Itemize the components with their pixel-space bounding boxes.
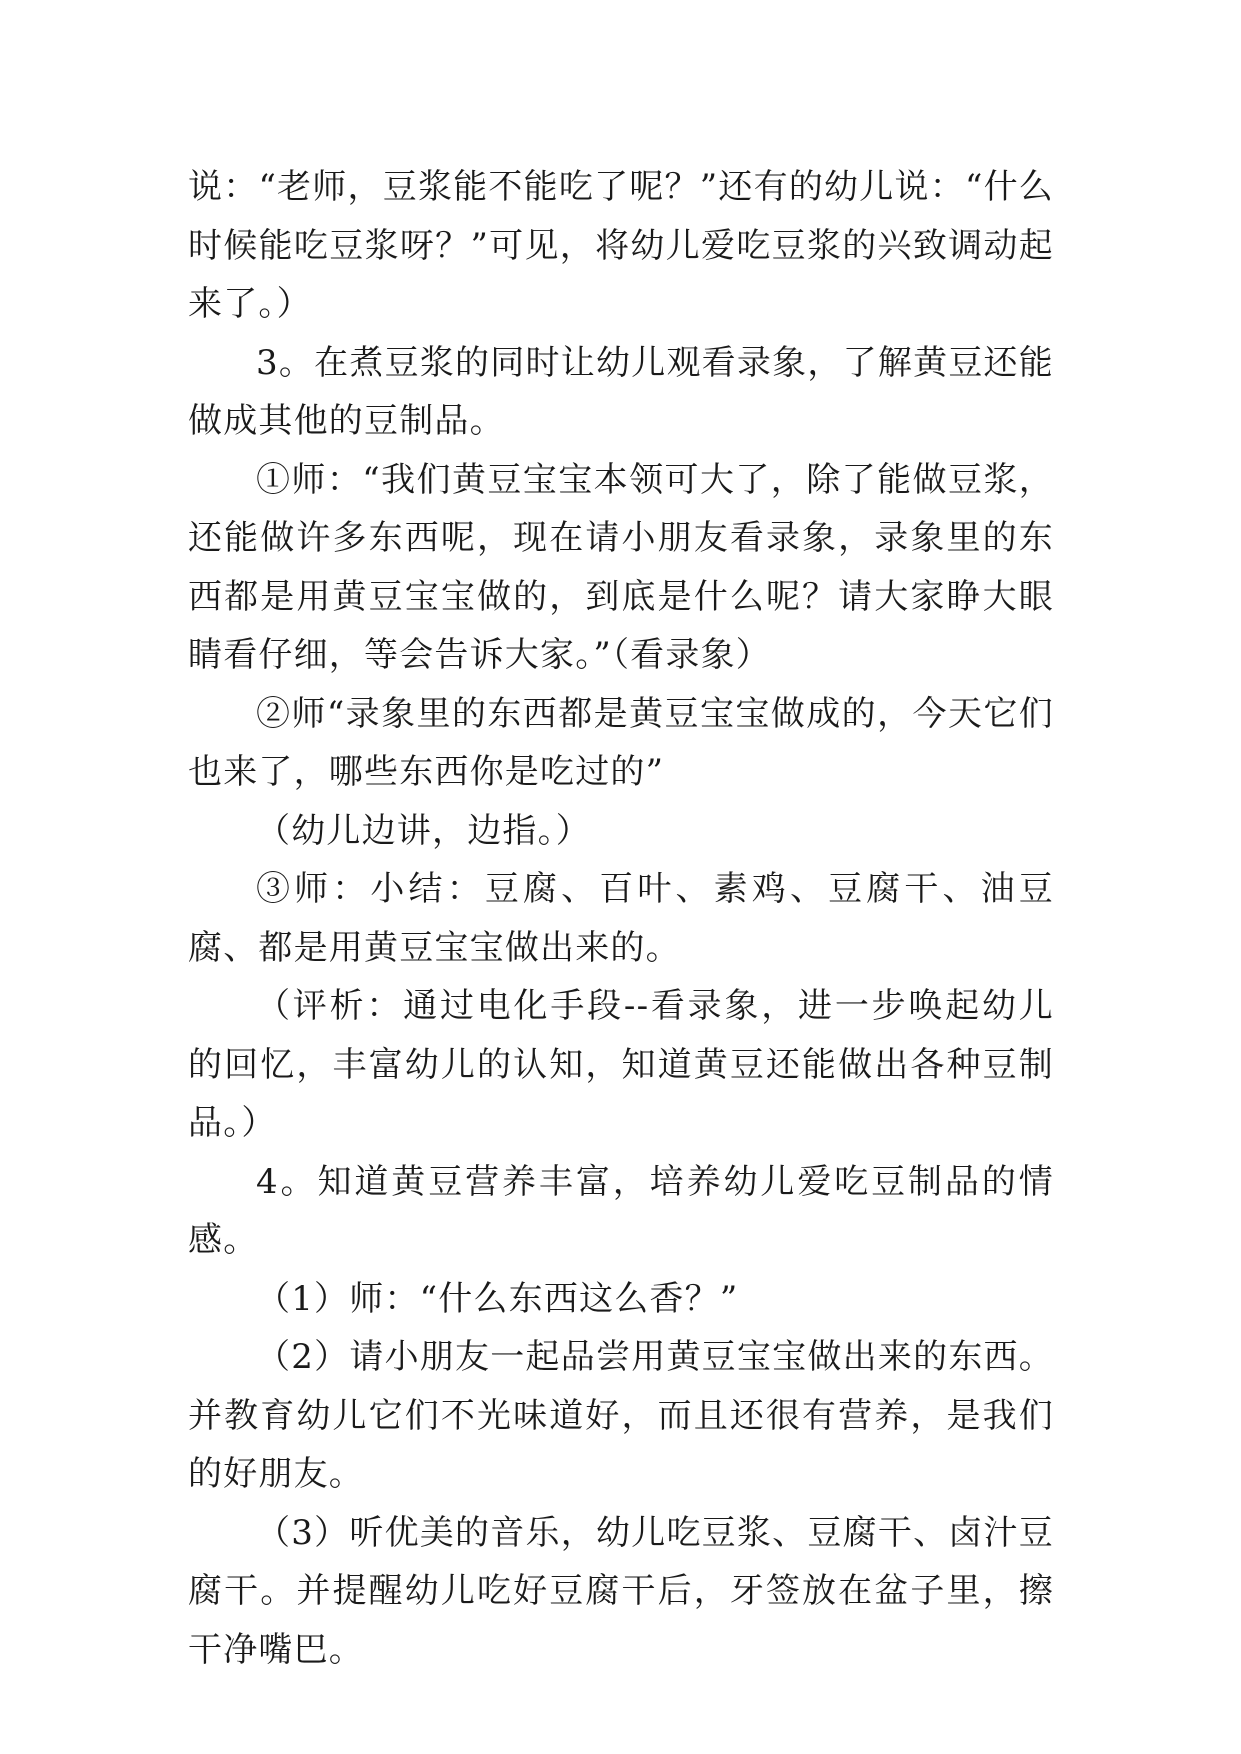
paragraph-step-3-1: ①师：“我们黄豆宝宝本领可大了，除了能做豆浆，还能做许多东西呢，现在请小朋友看录象，录象里的东西都是用黄豆宝宝做的，到底是什么呢？请大家睁大眼睛看仔细，等会告诉大家。”（看录象） [188, 459, 1054, 675]
paragraph-children-point: （幼儿边讲，边指。） [256, 810, 591, 851]
paragraph-step-4-3: （3）听优美的音乐，幼儿吃豆浆、豆腐干、卤汁豆腐干。并提醒幼儿吃好豆腐干后，牙签放在盆子里，擦干净嘴巴。 [188, 1512, 1054, 1670]
document-body [188, 158, 1054, 1679]
paragraph-continuation: 说：“老师，豆浆能不能吃了呢？”还有的幼儿说：“什么时候能吃豆浆呀？”可见，将幼儿爱吃豆浆的兴致调动起来了。） [188, 167, 1054, 324]
paragraph-step-4: 4。知道黄豆营养丰富，培养幼儿爱吃豆制品的情感。 [188, 1161, 1054, 1260]
paragraph-commentary: （评析：通过电化手段--看录象，进一步唤起幼儿的回忆，丰富幼儿的认知，知道黄豆还能做出各种豆制品。） [188, 986, 1054, 1143]
paragraph-step-4-1: （1）师：“什么东西这么香？” [256, 1278, 739, 1319]
paragraph-step-3-2: ②师“录象里的东西都是黄豆宝宝做成的，今天它们也来了，哪些东西你是吃过的” [188, 693, 1054, 792]
paragraph-step-3: 3。在煮豆浆的同时让幼儿观看录象，了解黄豆还能做成其他的豆制品。 [188, 342, 1054, 441]
paragraph-step-4-2: （2）请小朋友一起品尝用黄豆宝宝做出来的东西。并教育幼儿它们不光味道好，而且还很有营养，是我们的好朋友。 [188, 1337, 1054, 1494]
paragraph-step-3-3: ③师：小结：豆腐、百叶、素鸡、豆腐干、油豆腐、都是用黄豆宝宝做出来的。 [188, 869, 1054, 968]
